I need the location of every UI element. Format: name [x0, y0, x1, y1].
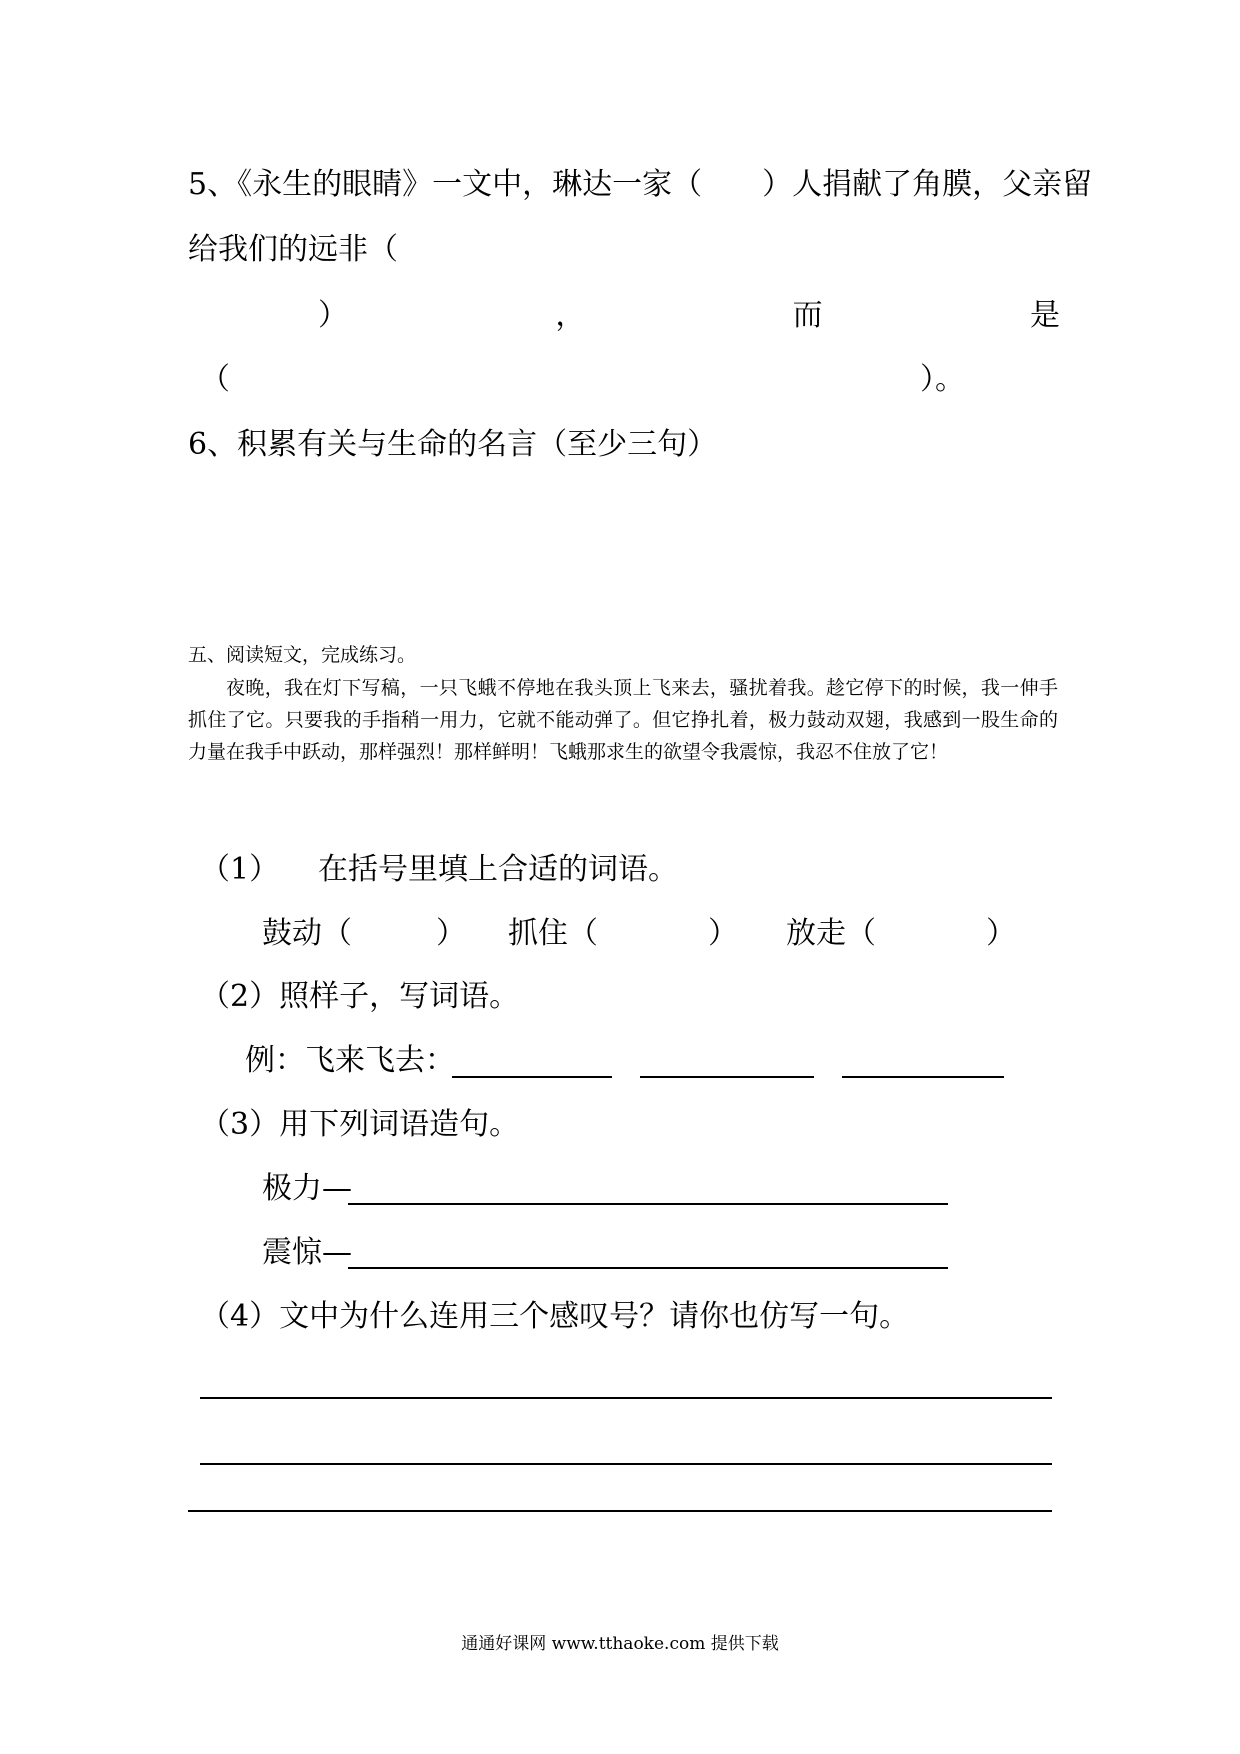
p1-item-zhuazhu: 抓住（ — [508, 916, 598, 951]
q5-line3-er: 而 — [792, 298, 823, 333]
q5-line2: 给我们的远非（ — [188, 232, 398, 267]
p1-item-zhuazhu-close: ） — [708, 916, 738, 951]
p1-number: （1） — [200, 852, 280, 887]
p3-word-zhenjing: 震惊— — [262, 1235, 352, 1270]
p1-text: 在括号里填上合适的词语。 — [318, 852, 678, 887]
p3-answer-line-jili[interactable] — [348, 1203, 948, 1205]
p3-word-jili: 极力— — [262, 1171, 352, 1206]
p2-text: （2）照样子，写词语。 — [200, 979, 520, 1014]
p1-item-fangzou: 放走（ — [786, 916, 876, 951]
q5-line4-open-paren: （ — [200, 362, 230, 397]
p4-text: （4）文中为什么连用三个感叹号？请你也仿写一句。 — [200, 1299, 910, 1334]
p3-text: （3）用下列词语造句。 — [200, 1107, 520, 1142]
q5-line3-close-paren: ） — [318, 298, 348, 333]
q5-line1: 5、《永生的眼睛》一文中，琳达一家（ ）人捐献了角膜，父亲留 — [188, 167, 1093, 202]
p4-answer-line-2[interactable] — [200, 1463, 1052, 1465]
q5-line3 — [318, 296, 1060, 336]
p1-item-gudong: 鼓动（ — [262, 916, 352, 951]
p1-item-fangzou-close: ） — [986, 916, 1016, 951]
q5-line4-close-paren: ）。 — [920, 362, 965, 397]
p2-answer-line-3[interactable] — [842, 1076, 1004, 1078]
q6-title: 6、积累有关与生命的名言（至少三句） — [188, 427, 718, 462]
p2-example: 例：飞来飞去： — [245, 1043, 455, 1078]
section5-passage: 夜晚，我在灯下写稿，一只飞蛾不停地在我头顶上飞来去，骚扰着我。趁它停下的时候，我一伸手抓住了它。只要我的手指稍一用力，它就不能动弹了。但它挣扎着，极力鼓动双翅，我感到一股生命的力量在我手中跃动，那样强烈！那样鲜明！飞蛾那求生的欲望令我震惊，我忍不住放了它！ — [188, 677, 1058, 763]
p2-answer-line-2[interactable] — [640, 1076, 814, 1078]
page-footer: 通通好课网 www.tthaoke.com 提供下载 — [461, 1634, 779, 1654]
p4-answer-line-3[interactable] — [188, 1510, 1052, 1512]
q5-line3-shi: 是 — [1029, 298, 1060, 333]
section5-heading: 五、阅读短文，完成练习。 — [188, 644, 417, 666]
p2-answer-line-1[interactable] — [452, 1076, 612, 1078]
p3-answer-line-zhenjing[interactable] — [348, 1267, 948, 1269]
p1-item-gudong-close: ） — [436, 916, 466, 951]
p4-answer-line-1[interactable] — [200, 1397, 1052, 1399]
q5-line3-comma: ， — [555, 298, 586, 333]
